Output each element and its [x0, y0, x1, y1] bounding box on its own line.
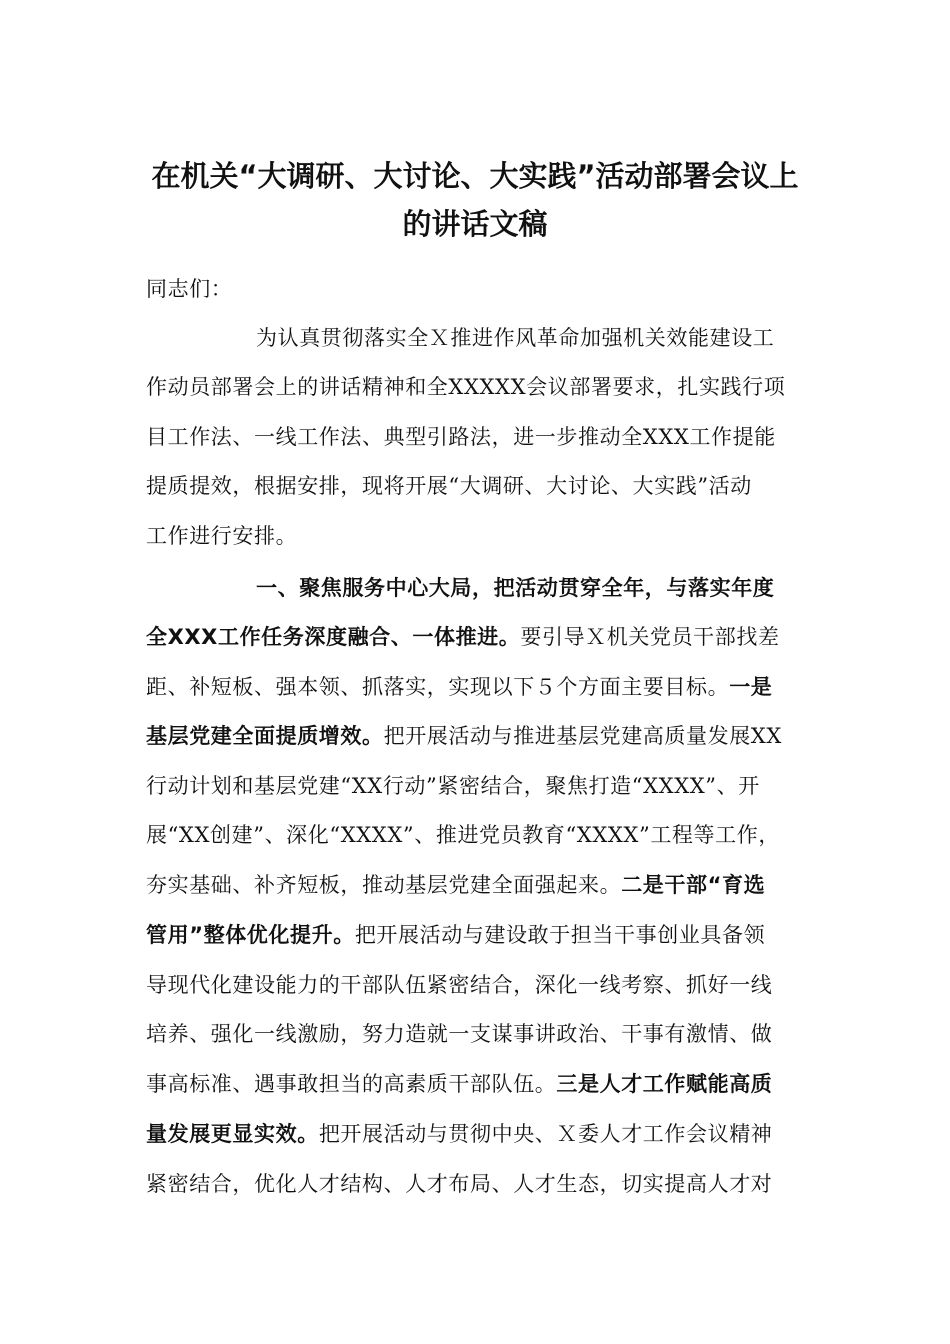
line-bold: 全XXX工作任务深度融合、一体推进。 — [146, 625, 521, 649]
salutation: 同志们： — [146, 277, 233, 301]
line-text: 工作进行安排。 — [146, 524, 298, 548]
line-text: 目工作法、一线工作法、典型引路法，进一步推动全XXX工作提能 — [146, 425, 776, 449]
paragraph-line — [146, 372, 810, 402]
line-text: 作动员部署会上的讲话精神和全XXXXX会议部署要求，扎实践行项 — [146, 375, 786, 399]
document-title-line-2: 的讲话文稿 — [402, 207, 548, 241]
paragraph-line — [146, 920, 810, 950]
document-title-line-1: 在机关“大调研、大讨论、大实践”活动部署会议上 — [151, 159, 799, 193]
line-text: 距、补短板、强本领、抓落实，实现以下５个方面主要目标。 — [146, 675, 730, 699]
line-text: 事高标准、遇事敢担当的高素质干部队伍。 — [146, 1072, 557, 1096]
line-bold: 量发展更显实效。 — [146, 1122, 319, 1146]
paragraph-line — [146, 622, 810, 652]
paragraph-line — [146, 471, 810, 501]
line-text: 把开展活动与推进基层党建高质量发展XX — [383, 724, 782, 748]
paragraph-line — [146, 672, 810, 702]
line-text: 要引导Ｘ机关党员干部找差 — [520, 625, 780, 649]
line-bold: 基层党建全面提质增效。 — [146, 724, 384, 748]
paragraph-line — [146, 771, 810, 801]
line-text: 把开展活动与建设敢于担当干事创业具备领 — [354, 923, 766, 947]
line-bold: 一是 — [729, 675, 773, 699]
paragraph-line — [146, 1019, 810, 1049]
line-bold: 一、聚焦服务中心大局，把活动贯穿全年，与落实年度 — [256, 576, 775, 600]
line-text: 夯实基础、补齐短板，推动基层党建全面强起来。 — [146, 873, 622, 897]
line-text: 导现代化建设能力的干部队伍紧密结合，深化一线考察、抓好一线 — [146, 973, 773, 997]
line-text: 为认真贯彻落实全Ｘ推进作风革命加强机关效能建设工 — [256, 326, 775, 350]
paragraph-line — [146, 820, 810, 850]
line-text: 展“XX创建”、深化“XXXX”、推进党员教育“XXXX”工程等工作， — [146, 823, 780, 847]
line-bold: 三是人才工作赋能高质 — [556, 1072, 773, 1096]
line-text: 提质提效，根据安排，现将开展“大调研、大讨论、大实践”活动 — [146, 474, 752, 498]
paragraph-line — [146, 521, 810, 551]
line-text: 行动计划和基层党建“XX行动”紧密结合，聚焦打造“XXXX”、开 — [146, 774, 760, 798]
line-bold: 管用”整体优化提升。 — [146, 923, 355, 947]
paragraph-line — [146, 1169, 810, 1199]
paragraph-line — [146, 970, 810, 1000]
line-bold: 二是干部“育选 — [621, 873, 766, 897]
paragraph-line — [146, 721, 810, 751]
line-text: 紧密结合，优化人才结构、人才布局、人才生态，切实提高人才对 — [146, 1172, 773, 1196]
line-text: 培养、强化一线激励，努力造就一支谋事讲政治、干事有激情、做 — [146, 1022, 773, 1046]
paragraph-line — [146, 422, 810, 452]
line-text: 把开展活动与贯彻中央、Ｘ委人才工作会议精神 — [318, 1122, 773, 1146]
paragraph-line — [256, 323, 810, 353]
paragraph-line — [146, 1069, 810, 1099]
paragraph-line — [146, 1119, 810, 1149]
paragraph-line — [146, 870, 810, 900]
section-heading-line — [256, 573, 810, 603]
